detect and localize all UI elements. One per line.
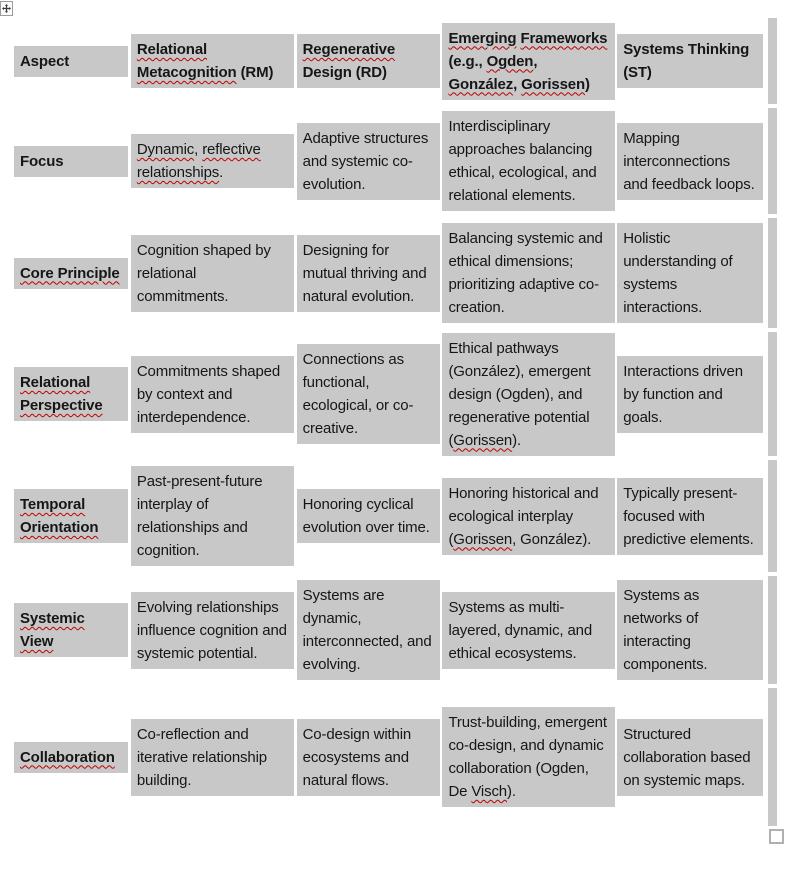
table-cell <box>617 688 763 826</box>
table-cell <box>297 460 441 572</box>
table-cell <box>442 576 615 684</box>
row-label-cell <box>14 108 128 214</box>
table-move-handle[interactable] <box>0 1 13 16</box>
table-cell <box>131 688 294 826</box>
row-label-cell <box>14 218 128 328</box>
row-cap-cell <box>768 218 777 328</box>
table-cell <box>442 218 615 328</box>
misspelled-word: Dynamic <box>136 141 195 158</box>
misspelled-word: Orientation <box>20 519 99 536</box>
row-cap-cell <box>768 108 777 214</box>
column-header-cell <box>617 18 763 104</box>
cell-text[interactable]: Structured collaboration based on systemic maps. <box>617 719 763 796</box>
misspelled-word: Gorissen <box>453 431 513 449</box>
cell-text[interactable]: Connections as functional, ecological, or co-creative. <box>297 344 441 444</box>
cell-text[interactable]: Honoring historical and ecological interplay (Gorissen, González). <box>442 478 615 555</box>
table-row <box>14 108 777 214</box>
misspelled-word: González <box>448 75 514 93</box>
table-cell <box>297 218 441 328</box>
cell-text[interactable] <box>14 367 128 421</box>
misspelled-word: Systemic View <box>20 610 85 650</box>
misspelled-word: Frameworks <box>520 29 608 47</box>
table-cell <box>297 332 441 456</box>
cell-text[interactable]: Mapping interconnections and feedback loops. <box>617 123 763 200</box>
misspelled-word: Emerging <box>448 29 517 47</box>
misspelled-word: Relational <box>136 41 208 58</box>
misspelled-word: Relational <box>20 374 91 391</box>
table-cell <box>297 576 441 684</box>
cell-text[interactable]: Holistic understanding of systems interactions. <box>617 223 763 323</box>
misspelled-word: reflective <box>202 141 261 158</box>
table-cell <box>617 218 763 328</box>
table-cell <box>131 332 294 456</box>
table-cell <box>617 332 763 456</box>
cell-text[interactable]: Commitments shaped by context and interdependence. <box>131 356 294 433</box>
row-cap-shading <box>768 460 777 572</box>
row-cap-shading <box>768 688 777 826</box>
table-cell <box>442 108 615 214</box>
row-cap-shading <box>768 108 777 214</box>
misspelled-word: Core Principle <box>20 264 120 282</box>
cell-text[interactable]: Regenerative Design (RD) <box>297 34 441 88</box>
cell-text[interactable] <box>14 742 128 773</box>
row-cap-cell <box>768 460 777 572</box>
cell-text[interactable]: Ethical pathways (González), emergent design (Ogden), and regenerative potential (Gorissen). <box>442 333 615 456</box>
table-cell <box>442 332 615 456</box>
row-cap-shading <box>768 218 777 328</box>
comparison-table <box>14 18 777 830</box>
misspelled-word: Ogden <box>486 52 534 70</box>
row-label-cell <box>14 460 128 572</box>
misspelled-word: Gorissen <box>453 530 513 548</box>
cell-text[interactable] <box>14 489 128 543</box>
table-cell <box>297 688 441 826</box>
row-cap-shading <box>768 576 777 684</box>
table-resize-handle[interactable] <box>769 829 784 844</box>
cell-text[interactable]: Aspect <box>14 46 128 77</box>
misspelled-word: Temporal <box>20 496 86 513</box>
cell-text[interactable]: Balancing systemic and ethical dimensions; prioritizing adaptive co-creation. <box>442 223 615 323</box>
table-row <box>14 688 777 826</box>
row-cap-shading <box>768 332 777 456</box>
cell-text[interactable]: Interdisciplinary approaches balancing ethical, ecological, and relational elements. <box>442 111 615 211</box>
misspelled-word: Visch <box>471 783 508 800</box>
table-row <box>14 576 777 684</box>
column-header-cell <box>131 18 294 104</box>
cell-text[interactable]: Co-design within ecosystems and natural flows. <box>297 719 441 796</box>
cell-text[interactable]: Co-reflection and iterative relationship building. <box>131 719 294 796</box>
cell-text[interactable] <box>14 603 128 657</box>
table-cell <box>297 108 441 214</box>
table-cell <box>617 460 763 572</box>
cell-text[interactable]: Past-present-future interplay of relationships and cognition. <box>131 466 294 566</box>
table-cell <box>617 576 763 684</box>
table-cell <box>617 108 763 214</box>
cell-text[interactable]: Cognition shaped by relational commitments. <box>131 235 294 312</box>
row-cap-cell <box>768 688 777 826</box>
move-cross-icon <box>2 4 11 13</box>
cell-text[interactable]: Dynamic, reflective relationships. <box>131 134 294 188</box>
misspelled-word: relationships <box>136 164 220 181</box>
misspelled-word: Regenerative <box>302 41 396 58</box>
row-cap-shading <box>768 18 777 104</box>
row-cap-cell <box>768 18 777 104</box>
cell-text[interactable]: Evolving relationships influence cognition and systemic potential. <box>131 592 294 669</box>
table-cell <box>131 108 294 214</box>
table-row <box>14 332 777 456</box>
cell-text[interactable]: Systems as multi-layered, dynamic, and ethical ecosystems. <box>442 592 615 669</box>
misspelled-word: Gorissen <box>521 75 585 93</box>
cell-text[interactable]: Adaptive structures and systemic co-evolution. <box>297 123 441 200</box>
cell-text[interactable]: Trust-building, emergent co-design, and dynamic collaboration (Ogden, De Visch). <box>442 707 615 807</box>
cell-text[interactable]: Designing for mutual thriving and natural evolution. <box>297 235 441 312</box>
cell-text[interactable]: Systems Thinking (ST) <box>617 34 763 88</box>
table-row <box>14 218 777 328</box>
row-cap-cell <box>768 332 777 456</box>
cell-text[interactable]: Systems as networks of interacting components. <box>617 580 763 680</box>
column-header-cell <box>297 18 441 104</box>
cell-text[interactable]: Interactions driven by function and goals. <box>617 356 763 433</box>
cell-text[interactable]: Honoring cyclical evolution over time. <box>297 489 441 543</box>
table-cell <box>131 218 294 328</box>
cell-text[interactable]: Focus <box>14 146 128 177</box>
table-row <box>14 460 777 572</box>
column-header-cell <box>14 18 128 104</box>
cell-text[interactable]: Systems are dynamic, interconnected, and evolving. <box>297 580 441 680</box>
row-label-cell <box>14 576 128 684</box>
misspelled-word: Perspective <box>20 397 103 414</box>
cell-text[interactable]: Relational Metacognition (RM) <box>131 34 294 88</box>
column-header-cell <box>442 18 615 104</box>
table-cell <box>442 688 615 826</box>
cell-text[interactable]: Emerging Frameworks (e.g., Ogden, González, Gorissen) <box>442 23 615 100</box>
cell-text[interactable]: Typically present-focused with predictive elements. <box>617 478 763 555</box>
misspelled-word: Collaboration <box>20 748 115 766</box>
table-cell <box>131 460 294 572</box>
misspelled-word: Metacognition <box>136 64 237 81</box>
row-label-cell <box>14 332 128 456</box>
table-header-row <box>14 18 777 104</box>
table-cell <box>442 460 615 572</box>
cell-text[interactable] <box>14 258 128 289</box>
table-cell <box>131 576 294 684</box>
row-cap-cell <box>768 576 777 684</box>
row-label-cell <box>14 688 128 826</box>
